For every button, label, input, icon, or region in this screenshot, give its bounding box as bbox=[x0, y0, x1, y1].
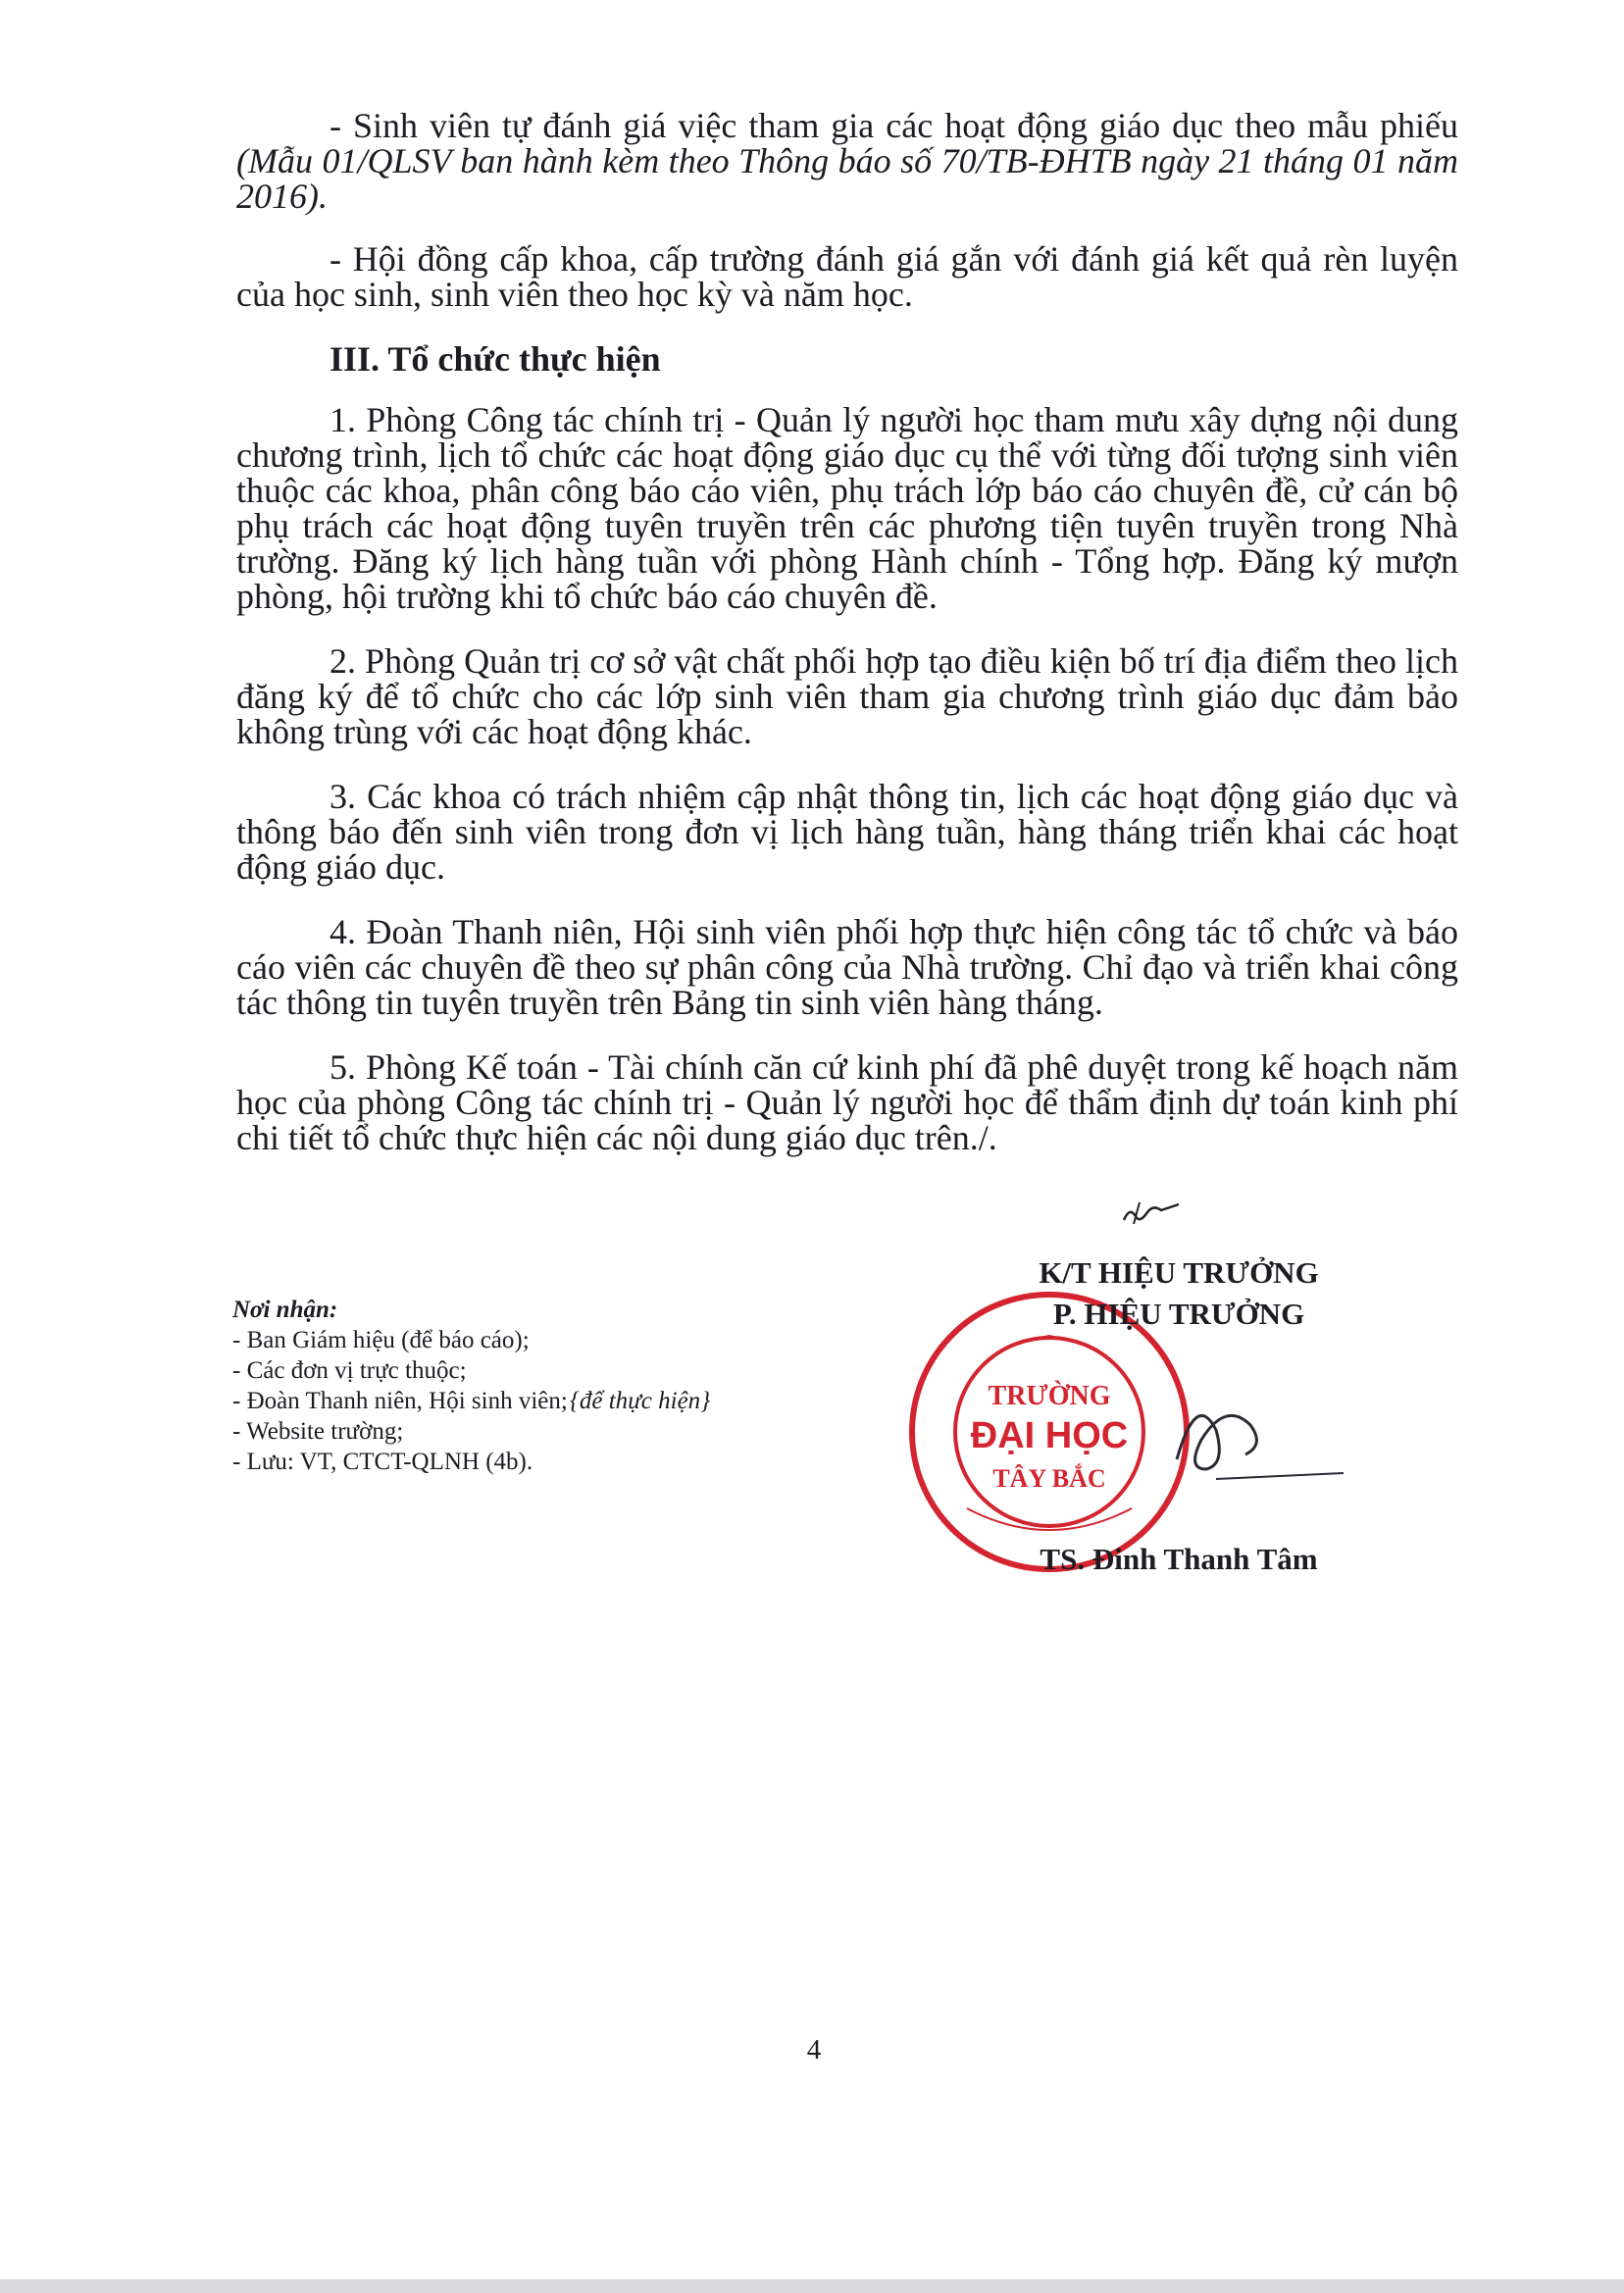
recipient-item: - Lưu: VT, CTCT-QLNH (4b). bbox=[232, 1449, 533, 1475]
signature-block bbox=[902, 1255, 1471, 1579]
checkmark-icon bbox=[1120, 1198, 1183, 1228]
paragraph-item-4: 4. Đoàn Thanh niên, Hội sinh viên phối hợp thực hiện công tác tổ chức và báo cáo viên các chuyên đề theo sự phân công của Nhà trường. Chỉ đạo và triển khai công tác thông tin tuyên truyền trên Bảng tin sinh viên hàng tháng. bbox=[236, 912, 1458, 1022]
recipient-item-with-note bbox=[232, 1386, 860, 1416]
recipients-title: Nơi nhận: bbox=[232, 1297, 338, 1323]
form-reference: (Mẫu 01/QLSV ban hành kèm theo Thông báo số 70/TB-ĐHTB ngày 21 tháng 01 năm 2016). bbox=[236, 141, 1458, 216]
signature-title-line1: K/T HIỆU TRƯỞNG bbox=[1039, 1255, 1319, 1290]
handwritten-signature bbox=[1157, 1371, 1353, 1499]
paragraph-council-assessment: - Hội đồng cấp khoa, cấp trường đánh giá gắn với đánh giá kết quả rèn luyện của học sinh, sinh viên theo học kỳ và năm học. bbox=[236, 239, 1458, 314]
paragraph-item-3: 3. Các khoa có trách nhiệm cập nhật thông tin, lịch các hoạt động giáo dục và thông báo đến sinh viên trong đơn vị lịch hàng tuần, hàng tháng triển khai các hoạt động giáo dục. bbox=[236, 777, 1458, 887]
recipient-item: - Đoàn Thanh niên, Hội sinh viên; bbox=[232, 1388, 568, 1414]
recipient-item: - Các đơn vị trực thuộc; bbox=[232, 1357, 467, 1384]
scan-bottom-edge bbox=[0, 2279, 1624, 2293]
section-heading-implementation: III. Tổ chức thực hiện bbox=[330, 339, 661, 379]
paragraph-item-1: 1. Phòng Công tác chính trị - Quản lý người học tham mưu xây dựng nội dung chương trình, lịch tổ chức các hoạt động giáo dục cụ thể với từng đối tượng sinh viên thuộc các khoa, phân công báo cáo viên, phụ trách lớp báo cáo chuyên đề, cử cán bộ phụ trách các hoạt động tuyên truyền trên các phương tiện tuyên truyền trong Nhà trường. Đăng ký lịch hàng tuần với phòng Hành chính - Tổng hợp. Đăng ký mượn phòng, hội trường khi tổ chức báo cáo chuyên đề. bbox=[236, 400, 1458, 616]
signer-name: TS. Đinh Thanh Tâm bbox=[1040, 1542, 1318, 1576]
paragraph-item-2: 2. Phòng Quản trị cơ sở vật chất phối hợp tạo điều kiện bố trí địa điểm theo lịch đăng ký để tổ chức cho các lớp sinh viên tham gia chương trình giáo dục đảm bảo không trùng với các hoạt động khác. bbox=[236, 641, 1458, 751]
document-body bbox=[236, 108, 1458, 1185]
svg-text:TRƯỜNG: TRƯỜNG bbox=[988, 1381, 1111, 1411]
recipient-item: - Ban Giám hiệu (để báo cáo); bbox=[232, 1327, 530, 1353]
brace-note: {để thực hiện} bbox=[569, 1388, 711, 1414]
recipients-block bbox=[232, 1295, 860, 1477]
svg-text:ĐẠI HỌC: ĐẠI HỌC bbox=[970, 1415, 1129, 1456]
signature-title-line2: P. HIỆU TRƯỞNG bbox=[1052, 1297, 1305, 1331]
page-number: 4 bbox=[806, 2034, 822, 2065]
paragraph-item-5: 5. Phòng Kế toán - Tài chính căn cứ kinh phí đã phê duyệt trong kế hoạch năm học của phòng Công tác chính trị - Quản lý người học để thẩm định dự toán kinh phí chi tiết tổ chức thực hiện các nội dung giáo dục trên./. bbox=[236, 1047, 1458, 1157]
paragraph-self-assessment: - Sinh viên tự đánh giá việc tham gia các hoạt động giáo dục theo mẫu phiếu (Mẫu 01/QLSV ban hành kèm theo Thông báo số 70/TB-ĐHTB ngày 21 tháng 01 năm 2016). bbox=[236, 106, 1458, 216]
recipient-item: - Website trường; bbox=[232, 1418, 404, 1445]
svg-text:TÂY BẮC: TÂY BẮC bbox=[992, 1464, 1106, 1493]
